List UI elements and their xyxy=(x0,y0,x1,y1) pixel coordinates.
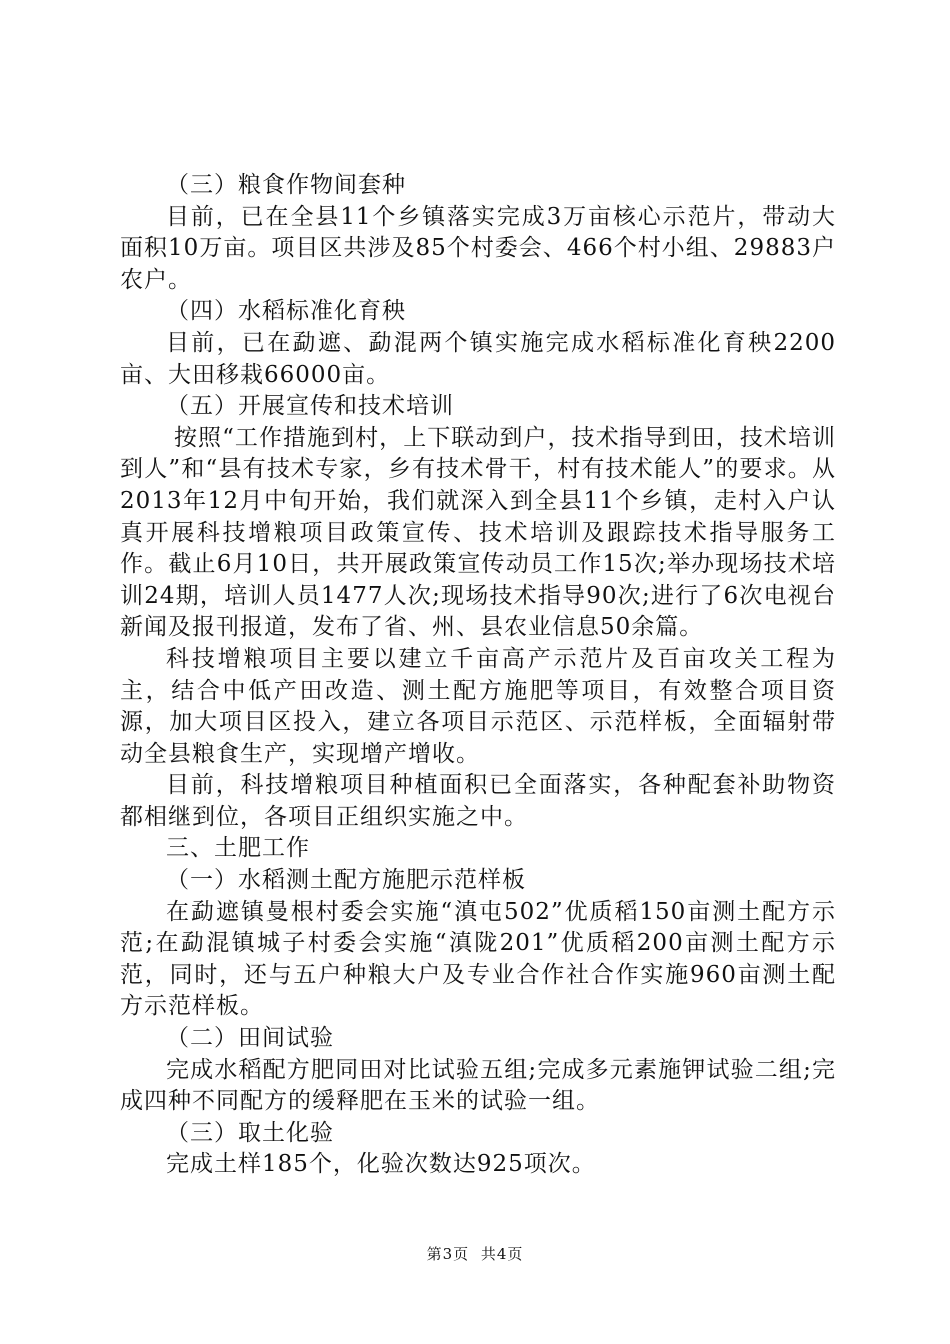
section-heading: 三、土肥工作 xyxy=(166,835,310,862)
body-paragraph: 按照“工作措施到村，上下联动到户，技术指导到田，技术培训到人”和“县有技术专家，乡有技术骨干，村有技术能人”的要求。从2013年12月中旬开始，我们就深入到全县11个乡镇，走村入户认真开展科技增粮项目政策宣传、技术培训及跟踪技术指导服务工作。截止6月10日，共开展政策宣传动员工作15次;举办现场技术培训24期，培训人员1477人次;现场技术指导90次;进行了6次电视台新闻及报刊报道，发布了省、州、县农业信息50余篇。 xyxy=(120,424,836,641)
page-total: 共4页 xyxy=(480,1245,524,1263)
section-heading: （四）水稻标准化育秧 xyxy=(166,298,406,325)
page-number: 第3页 xyxy=(426,1245,470,1263)
section-heading: （三）取土化验 xyxy=(166,1119,334,1146)
body-paragraph: 完成水稻配方肥同田对比试验五组;完成多元素施钾试验二组;完成四种不同配方的缓释肥在玉米的试验一组。 xyxy=(120,1056,836,1115)
section-heading: （一）水稻测土配方施肥示范样板 xyxy=(166,867,526,894)
body-paragraph: 目前，已在全县11个乡镇落实完成3万亩核心示范片，带动大面积10万亩。项目区共涉及85个村委会、466个村小组、29883户农户。 xyxy=(120,203,836,293)
page-footer xyxy=(0,1243,950,1264)
body-paragraph: 在勐遮镇曼根村委会实施“滇屯502”优质稻150亩测土配方示范;在勐混镇城子村委会实施“滇陇201”优质稻200亩测土配方示范，同时，还与五户种粮大户及专业合作社合作实施960亩测土配方示范样板。 xyxy=(120,898,836,1020)
body-paragraph: 科技增粮项目主要以建立千亩高产示范片及百亩攻关工程为主，结合中低产田改造、测土配方施肥等项目，有效整合项目资源，加大项目区投入，建立各项目示范区、示范样板，全面辐射带动全县粮食生产，实现增产增收。 xyxy=(120,645,836,767)
body-paragraph: 目前，科技增粮项目种植面积已全面落实，各种配套补助物资都相继到位，各项目正组织实施之中。 xyxy=(120,772,836,830)
body-paragraph: 完成土样185个，化验次数达925项次。 xyxy=(166,1151,596,1178)
section-heading: （五）开展宣传和技术培训 xyxy=(166,393,454,420)
document-body xyxy=(120,170,836,1181)
body-paragraph: 目前，已在勐遮、勐混两个镇实施完成水稻标准化育秧2200亩、大田移栽66000亩。 xyxy=(120,329,836,388)
section-heading: （二）田间试验 xyxy=(166,1025,334,1052)
section-heading: （三）粮食作物间套种 xyxy=(166,172,406,198)
